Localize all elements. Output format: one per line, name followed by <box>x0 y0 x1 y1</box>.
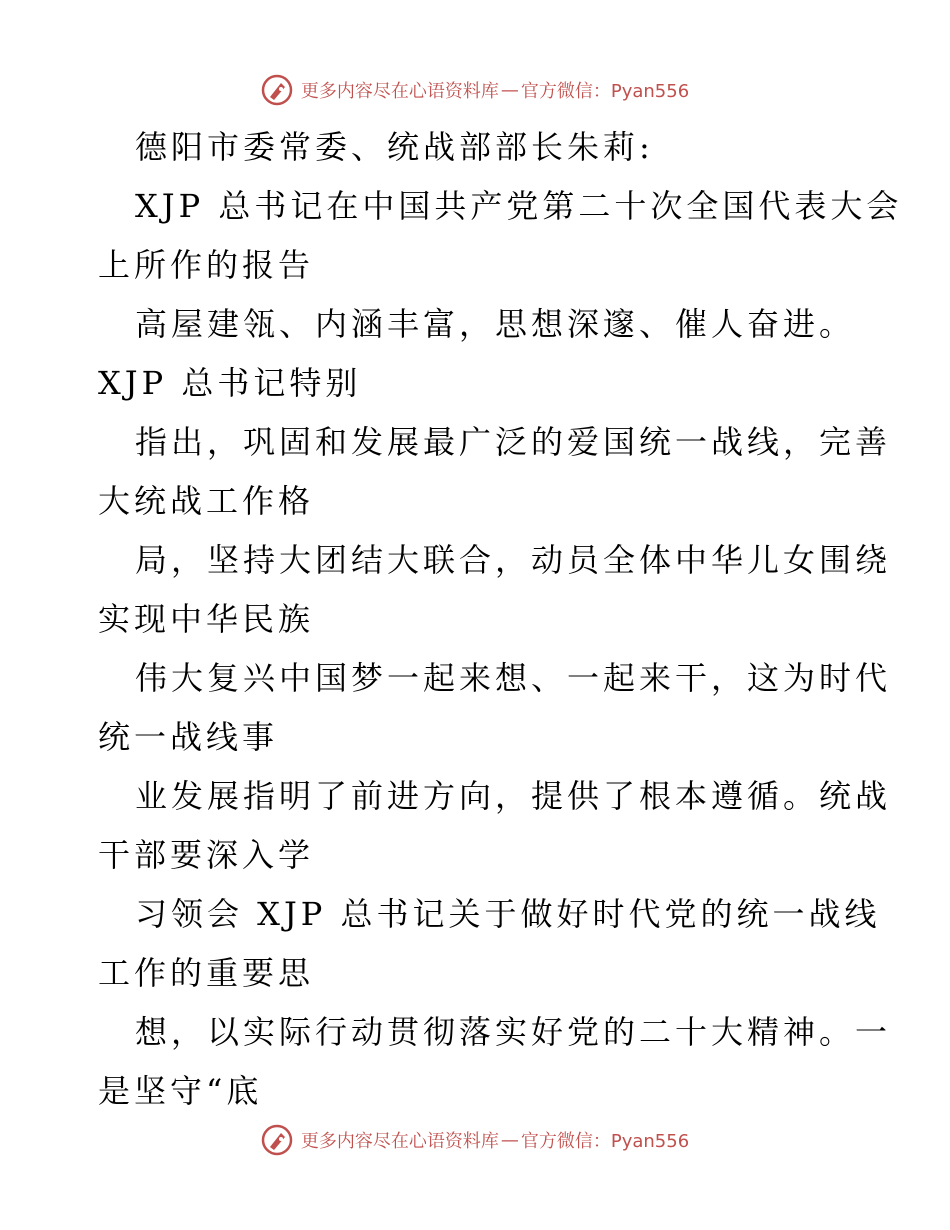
document-body <box>98 118 903 1121</box>
watermark-dash: — <box>500 1129 519 1151</box>
text-line: 上所作的报告 <box>98 246 315 284</box>
text-line: 实现中华民族 <box>98 600 315 638</box>
text-line: 习领会 XJP 总书记关于做好时代党的统一战线 <box>135 895 881 933</box>
pen-nib-logo-icon <box>261 74 293 106</box>
watermark-wechat: 官方微信：Pyan556 <box>520 81 690 102</box>
text-line: 伟大复兴中国梦一起来想、一起来干，这为时代 <box>135 659 892 697</box>
text-line: 大统战工作格 <box>98 482 315 520</box>
text-line: 工作的重要思 <box>98 954 315 992</box>
text-line: 指出，巩固和发展最广泛的爱国统一战线，完善 <box>135 423 892 461</box>
text-line: 业发展指明了前进方向，提供了根本遵循。统战 <box>135 777 892 815</box>
text-line: 是坚守“底 <box>98 1072 263 1110</box>
watermark-dash: — <box>500 79 519 101</box>
text-line: 局，坚持大团结大联合，动员全体中华儿女围绕 <box>135 541 892 579</box>
text-line: 想，以实际行动贯彻落实好党的二十大精神。一 <box>135 1013 892 1051</box>
footer-watermark-banner <box>0 1120 950 1160</box>
text-line: 高屋建瓴、内涵丰富，思想深邃、催人奋进。 <box>135 305 856 343</box>
text-line: 德阳市委常委、统战部部长朱莉: <box>135 128 654 166</box>
watermark-text: 更多内容尽在心语资料库 <box>300 1131 499 1152</box>
watermark-text: 更多内容尽在心语资料库 <box>300 81 499 102</box>
watermark-wechat: 官方微信：Pyan556 <box>520 1131 690 1152</box>
text-line: XJP 总书记特别 <box>98 364 362 402</box>
pen-nib-logo-icon <box>261 1124 293 1156</box>
text-line: XJP 总书记在中国共产党第二十次全国代表大会 <box>135 187 903 225</box>
text-line: 统一战线事 <box>98 718 279 756</box>
text-line: 干部要深入学 <box>98 836 315 874</box>
header-watermark-banner <box>0 70 950 110</box>
